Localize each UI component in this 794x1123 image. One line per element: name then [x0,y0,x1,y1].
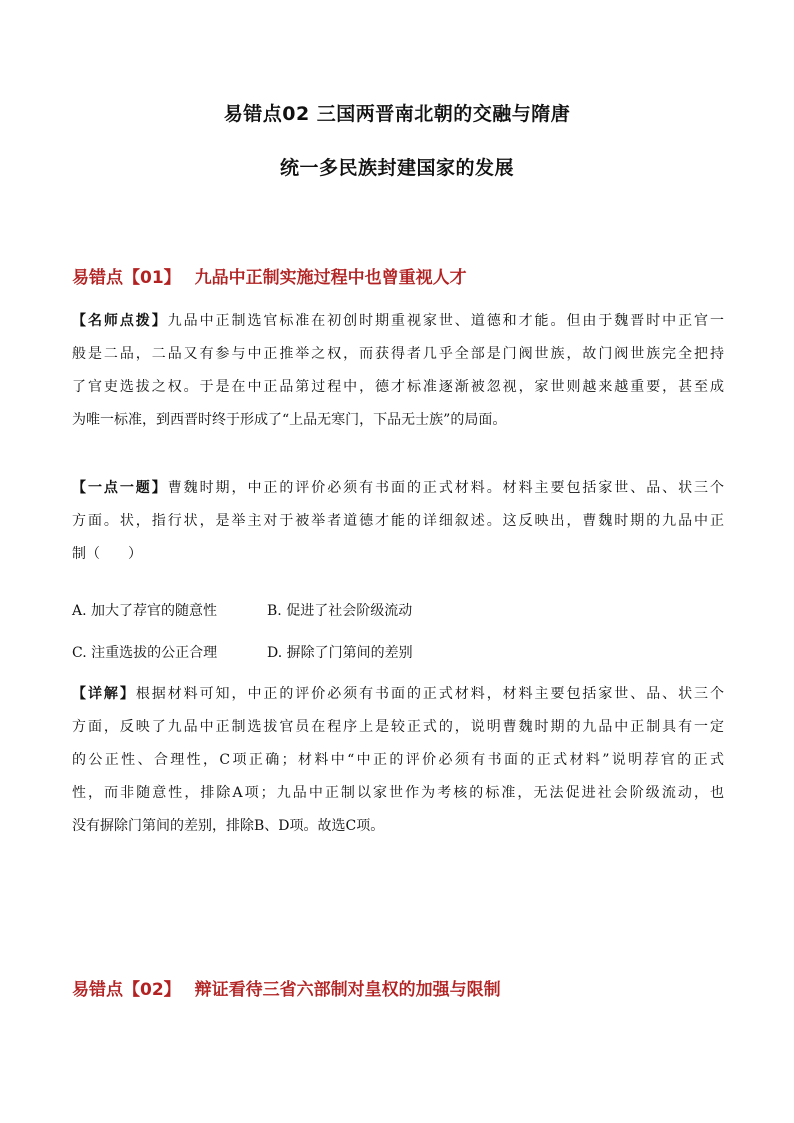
tip-line-3: 了官吏选拔之权。于是在中正品第过程中，德才标准逐渐被忽视，家世则越来越重要，甚至成 [72,379,724,395]
answer-line-4: 性，而非随意性，排除A项；九品中正制以家世作为考核的标准，无法促进社会阶级流动，也 [72,785,724,801]
option-a: A. 加大了荐官的随意性 [72,603,218,619]
question-tag: 【一点一题】 [72,480,168,496]
option-c: C. 注重选拔的公正合理 [72,645,218,661]
section-1-heading-text: 九品中正制实施过程中也曾重视人才 [194,268,467,288]
answer-line-3: 的公正性、合理性，C项正确；材料中“中正的评价必须有书面的正式材料”说明荐官的正式 [72,752,724,768]
answer-explanation-paragraph [72,678,724,843]
section-2-heading-prefix: 易错点【02】 [72,980,181,1000]
document-title-line-1: 易错点02 三国两晋南北朝的交融与隋唐 [223,103,571,125]
section-1-heading-prefix: 易错点【01】 [72,268,181,288]
option-b: B. 促进了社会阶级流动 [267,603,413,619]
section-1-heading [72,263,732,288]
tip-line-1: 【名师点拨】九品中正制选官标准在初创时期重视家世、道德和才能。但由于魏晋时中正官一 [72,313,725,329]
answer-tag: 【详解】 [72,686,136,702]
tip-tag: 【名师点拨】 [72,313,168,329]
question-line-3: 制（ ） [72,546,142,562]
section-2-heading-text: 辩证看待三省六部制对皇权的加强与限制 [194,980,501,1000]
question-paragraph [72,472,724,571]
answer-options [72,596,724,680]
document-title-line-2: 统一多民族封建国家的发展 [279,157,514,179]
answer-line-2: 方面，反映了九品中正制选拔官员在程序上是较正式的，说明曹魏时期的九品中正制具有一定 [72,719,724,735]
option-d: D. 摒除了门第间的差别 [267,645,413,661]
options-row-2 [72,638,724,680]
section-2-heading [72,975,732,1000]
teacher-tip-paragraph [72,305,724,437]
answer-line-5: 没有摒除门第间的差别，排除B、D项。故选C项。 [72,818,385,834]
question-line-1: 【一点一题】曹魏时期，中正的评价必须有书面的正式材料。材料主要包括家世、品、状三个 [72,480,725,496]
question-line-2: 方面。状，指行状，是举主对于被举者道德才能的详细叙述。这反映出，曹魏时期的九品中正 [72,513,724,529]
options-row-1 [72,596,724,638]
answer-line-1: 【详解】根据材料可知，中正的评价必须有书面的正式材料，材料主要包括家世、品、状三个 [72,686,725,702]
tip-line-2: 般是二品，二品又有参与中正推举之权，而获得者几乎全部是门阀世族，故门阀世族完全把持 [72,346,724,362]
tip-line-4: 为唯一标准，到西晋时终于形成了“上品无寒门，下品无士族”的局面。 [72,412,507,428]
